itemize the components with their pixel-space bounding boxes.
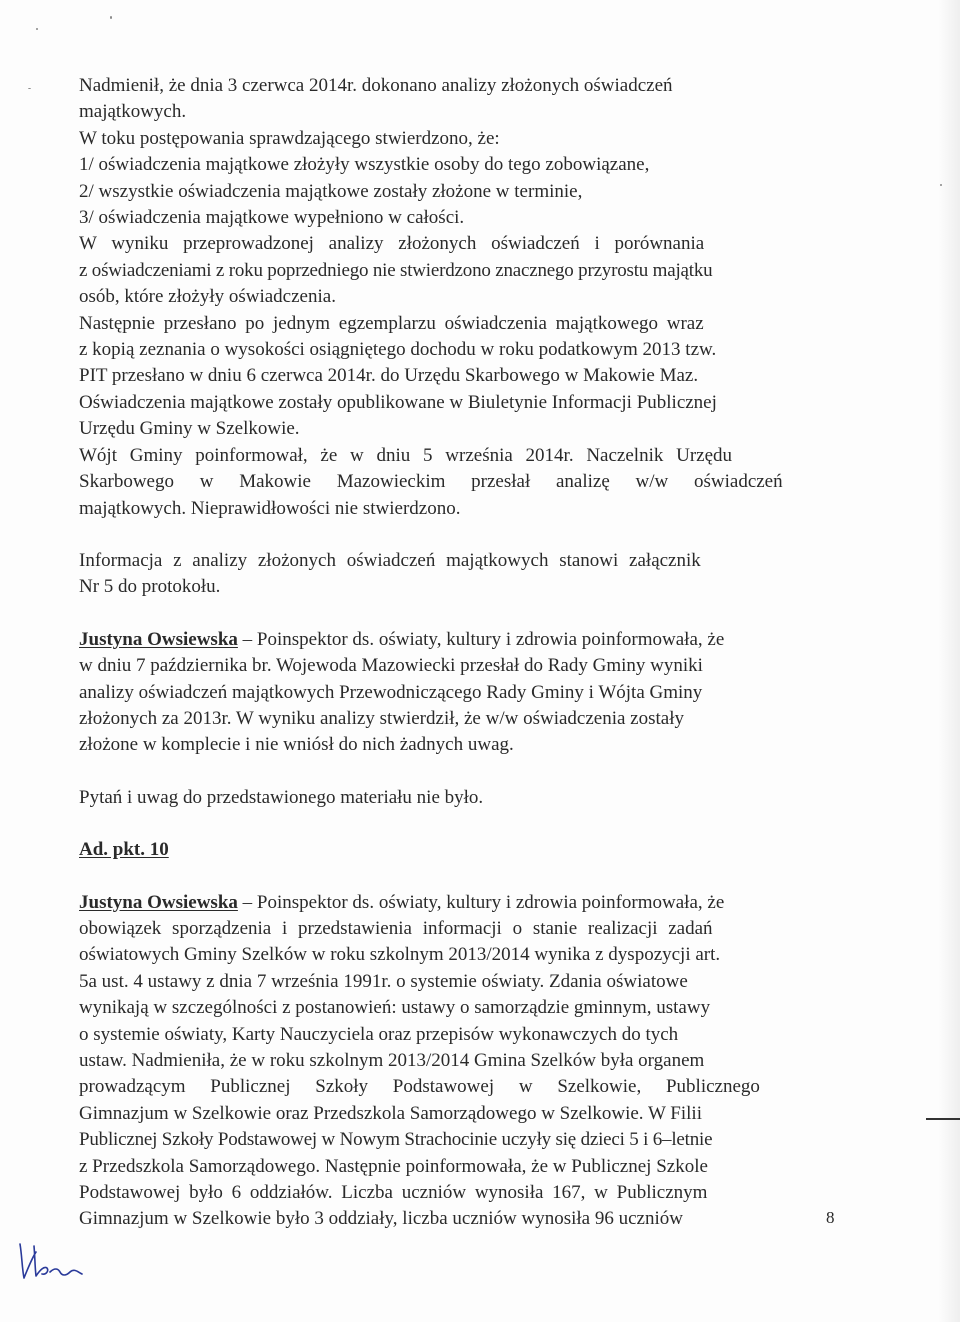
list-item: 1/ oświadczenia majątkowe złożyły wszystkie osoby do tego zobowiązane,	[79, 154, 650, 176]
paragraph-text: Nadmienił, że dnia 3 czerwca 2014r. dokonano analizy złożonych oświadczeń	[79, 75, 673, 96]
text-line: Następnie przesłano po jednym egzemplarzu oświadczenia majątkowego wraz	[79, 312, 704, 334]
text-line: PIT przesłano w dniu 6 czerwca 2014r. do Urzędu Skarbowego w Makowie Maz.	[79, 365, 699, 387]
text-line: Publicznej Szkoły Podstawowej w Nowym Strachocinie uczyły się dzieci 5 i 6–letnie	[79, 1129, 713, 1151]
scan-speck	[36, 28, 38, 30]
speaker-name: Justyna Owsiewska	[79, 628, 238, 650]
text-line: w dniu 7 października br. Wojewoda Mazowiecki przesłał do Rady Gminy wyniki	[79, 655, 703, 677]
text-line: 5a ust. 4 ustawy z dnia 7 września 1991r. o systemie oświaty. Zdania oświatowe	[79, 970, 688, 992]
text-line	[79, 73, 841, 99]
text-line: oświatowych Gminy Szelków w roku szkolnym 2013/2014 wynika z dyspozycji art.	[79, 944, 721, 966]
paragraph-gap	[79, 522, 841, 548]
text-line	[79, 627, 841, 653]
text-line: Gimnazjum w Szelkowie było 3 oddziały, liczba uczniów wynosiła 96 uczniów	[79, 1208, 683, 1230]
scan-speck	[940, 184, 942, 186]
text-line: ustaw. Nadmieniła, że w roku szkolnym 2013/2014 Gmina Szelków była organem	[79, 1050, 705, 1071]
text-line: o systemie oświaty, Karty Nauczyciela oraz przepisów wykonawczych do tych	[79, 1023, 679, 1045]
scan-edge-shadow	[938, 0, 960, 1322]
list-item: 2/ wszystkie oświadczenia majątkowe zostały złożone w terminie,	[79, 180, 583, 202]
text-line: Gimnazjum w Szelkowie oraz Przedszkola Samorządowego w Szelkowie. W Filii	[79, 1102, 702, 1124]
text-line: Informacja z analizy złożonych oświadczeń majątkowych stanowi załącznik	[79, 549, 701, 571]
text-line: złożone w komplecie i nie wniósł do nich żadnych uwag.	[79, 734, 514, 756]
section-heading: Ad. pkt. 10	[79, 839, 169, 861]
scan-edge-mark	[926, 1118, 960, 1120]
text-line: W toku postępowania sprawdzającego stwierdzono, że:	[79, 127, 500, 149]
text-line: W wyniku przeprowadzonej analizy złożonych oświadczeń i porównania	[79, 233, 705, 255]
text-line: Nr 5 do protokołu.	[79, 576, 221, 598]
paragraph-gap	[79, 864, 841, 890]
text-line: z Przedszkola Samorządowego. Następnie poinformowała, że w Publicznej Szkole	[79, 1155, 708, 1177]
document-body	[79, 73, 841, 1233]
text-line: Skarbowego w Makowie Mazowieckim przesłał analizę w/w oświadczeń	[79, 471, 783, 493]
text-line: wynikają w szczególności z postanowień: ustawy o samorządzie gminnym, ustawy	[79, 997, 711, 1019]
text-line: Podstawowej było 6 oddziałów. Liczba uczniów wynosiła 167, w Publicznym	[79, 1182, 708, 1204]
text-line	[79, 890, 841, 916]
text-line: Oświadczenia majątkowe zostały opublikowane w Biuletynie Informacji Publicznej	[79, 391, 717, 413]
paragraph-gap	[79, 811, 841, 837]
text-line: analizy oświadczeń majątkowych Przewodniczącego Rady Gminy i Wójta Gminy	[79, 681, 703, 703]
text-line: z kopią zeznania o wysokości osiągniętego dochodu w roku podatkowym 2013 tzw.	[79, 339, 717, 361]
text-line: prowadzącym Publicznej Szkoły Podstawowej w Szelkowie, Publicznego	[79, 1076, 760, 1098]
text-line: obowiązek sporządzenia i przedstawienia informacji o stanie realizacji zadań	[79, 917, 713, 939]
scan-speck	[110, 16, 112, 19]
paragraph-gap	[79, 601, 841, 627]
text-line: z oświadczeniami z roku poprzedniego nie stwierdzono znacznego przyrostu majątku	[79, 259, 713, 281]
scan-speck	[28, 88, 31, 89]
paragraph-text: – Poinspektor ds. oświaty, kultury i zdrowia poinformowała, że	[237, 891, 725, 913]
list-item: 3/ oświadczenia majątkowe wypełniono w całości.	[79, 207, 465, 229]
text-line: majątkowych.	[79, 101, 187, 123]
text-line: Pytań i uwag do przedstawionego materiału nie było.	[79, 786, 484, 808]
paragraph-text: – Poinspektor ds. oświaty, kultury i zdrowia poinformowała, że	[237, 628, 725, 650]
speaker-name: Justyna Owsiewska	[79, 891, 238, 913]
paragraph-gap	[79, 759, 841, 785]
text-line: majątkowych. Nieprawidłowości nie stwierdzono.	[79, 497, 461, 519]
text-line: osób, które złożyły oświadczenia.	[79, 286, 336, 308]
text-line: Urzędu Gminy w Szelkowie.	[79, 418, 300, 440]
page-number: 8	[826, 1208, 835, 1227]
text-line: Wójt Gminy poinformował, że w dniu 5 września 2014r. Naczelnik Urzędu	[79, 444, 733, 466]
text-line: złożonych za 2013r. W wyniku analizy stwierdził, że w/w oświadczenia zostały	[79, 707, 684, 729]
handwritten-signature	[14, 1238, 94, 1284]
